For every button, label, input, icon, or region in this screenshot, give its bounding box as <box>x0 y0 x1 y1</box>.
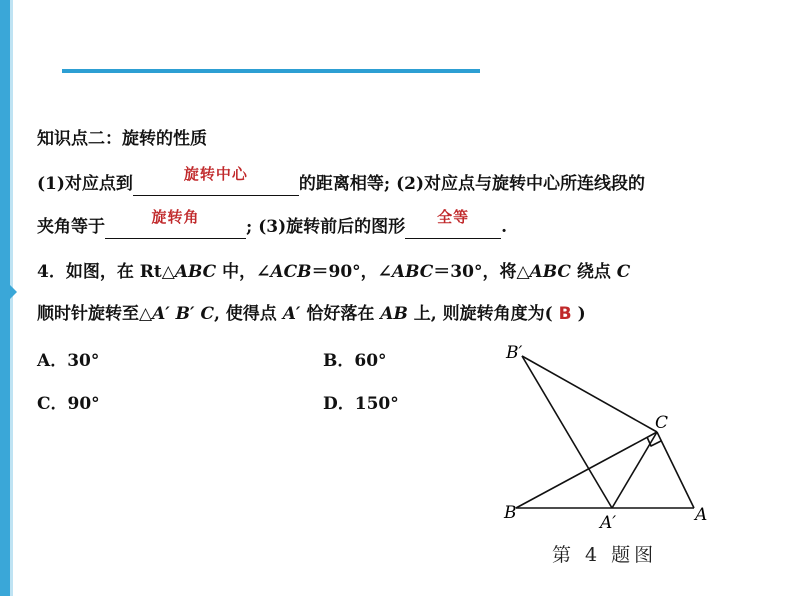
label-b-prime: B′ <box>506 343 523 363</box>
blank-rotation-angle <box>105 208 246 239</box>
answer-congruent: 全等 <box>437 208 470 226</box>
header-rule <box>62 69 480 73</box>
option-d[interactable]: D．150° <box>323 394 399 414</box>
property-line-2: 夹角等于 旋转角 ; (3)旋转前后的图形 全等 . <box>37 215 507 239</box>
label-a: A <box>695 505 708 525</box>
question-line-2: 顺时针旋转至△A′ B′ C, 使得点 A′ 恰好落在 AB 上, 则旋转角度为( B ) <box>37 304 586 324</box>
slide-nav-tab[interactable] <box>8 283 17 301</box>
option-c[interactable]: C．90° <box>37 394 100 414</box>
figure-caption: 第 4 题图 <box>552 544 658 566</box>
label-a-prime: A′ <box>600 513 617 533</box>
blank-congruent <box>405 208 501 239</box>
label-c: C <box>655 413 669 433</box>
answer-choice: B <box>558 304 572 324</box>
segment-b-prime-a-prime <box>522 356 612 508</box>
question-line-1: 4．如图，在 Rt△ABC 中，∠ACB＝90°，∠ABC＝30°，将△ABC 绕点 C <box>37 262 631 282</box>
section-heading: 知识点二：旋转的性质 <box>37 129 207 149</box>
blank-rotation-center <box>133 165 299 196</box>
segment-b-prime-c <box>522 356 657 432</box>
answer-rotation-center: 旋转中心 <box>183 165 248 183</box>
segment-ca <box>657 432 694 508</box>
property-line-1: (1)对应点到 旋转中心 的距离相等; (2)对应点与旋转中心所连线段的 <box>37 172 645 196</box>
segment-bc <box>516 432 657 508</box>
label-b: B <box>504 503 517 523</box>
option-a[interactable]: A．30° <box>37 351 100 371</box>
option-b[interactable]: B．60° <box>323 351 387 371</box>
answer-rotation-angle: 旋转角 <box>151 208 200 226</box>
